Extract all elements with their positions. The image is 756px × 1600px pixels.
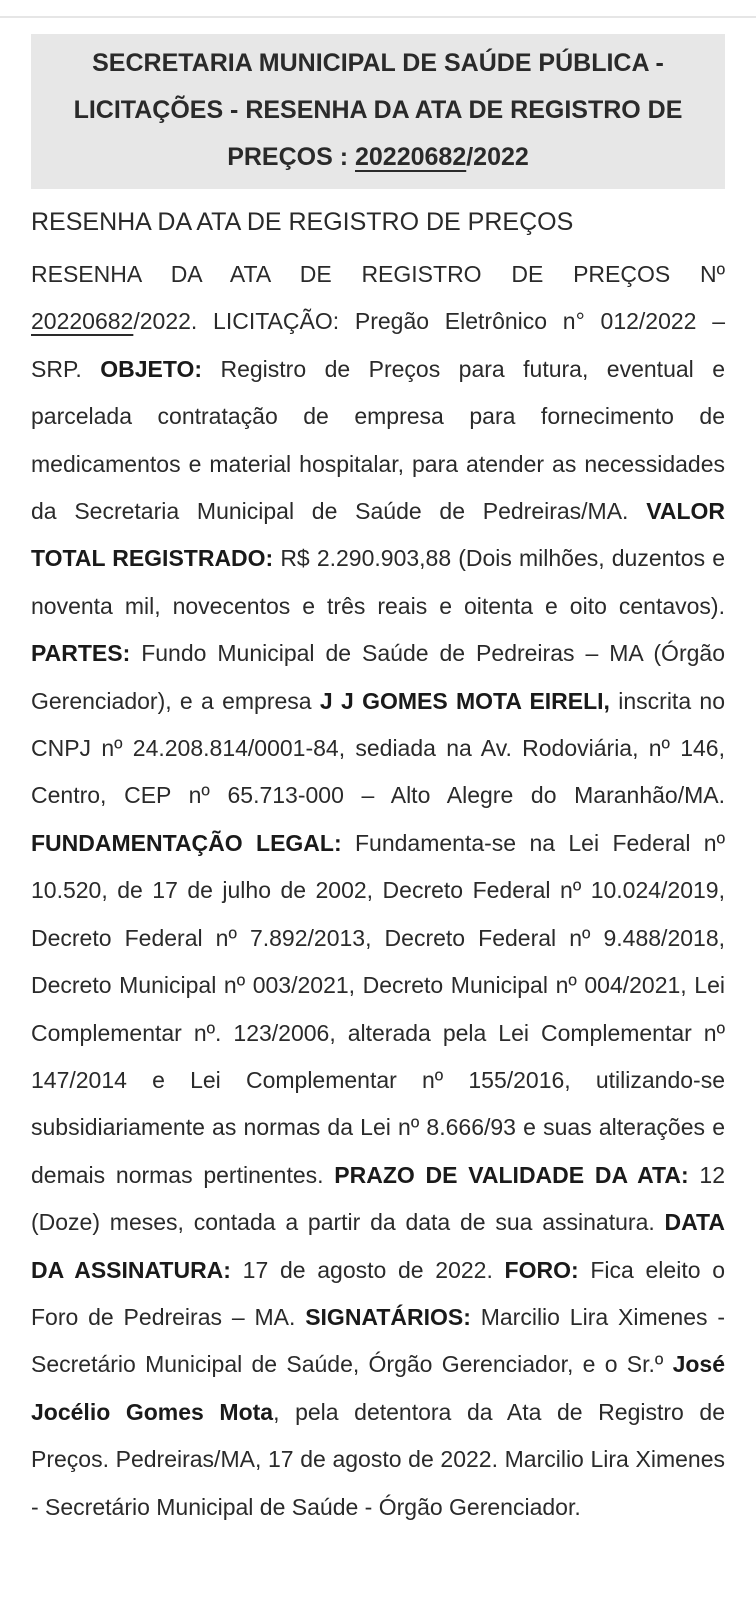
notice-article	[31, 34, 725, 1531]
label-fundamentacao: FUNDAMENTAÇÃO LEGAL:	[31, 829, 342, 856]
label-prazo: PRAZO DE VALIDADE DA ATA:	[334, 1161, 689, 1188]
title-ata-number: 20220682	[355, 143, 467, 171]
title-year: /2022	[466, 143, 529, 171]
label-signatarios: SIGNATÁRIOS:	[305, 1303, 471, 1330]
body-objeto: Registro de Preços para futura, eventual e parcelada contratação de empresa para fornecimento de medicamentos e material hospitalar, para atender as necessidades da Secretaria Municipal de Saúde de Pedreiras/MA.	[31, 355, 726, 525]
title-text: SECRETARIA MUNICIPAL DE SAÚDE PÚBLICA - LICITAÇÕES - RESENHA DA ATA DE REGISTRO DE PREÇOS :	[73, 49, 683, 171]
body-fundamentacao: Fundamenta-se na Lei Federal nº 10.520, de 17 de julho de 2002, Decreto Federal nº 10.024/2019, Decreto Federal nº 7.892/2013, Decreto Federal nº 9.488/2018, Decreto Municipal nº 003/2021, Decreto Municipal nº 004/2021, Lei Complementar nº. 123/2006, alterada pela Lei Complementar nº 147/2014 e Lei Complementar nº 155/2016, utilizando-se subsidiariamente as normas da Lei nº 8.666/93 e suas alterações e demais normas pertinentes.	[31, 829, 725, 1188]
body-prazo: 12 (Doze) meses, contada a partir da data de sua assinatura.	[31, 1161, 725, 1236]
notice-subtitle: RESENHA DA ATA DE REGISTRO DE PREÇOS	[31, 208, 574, 236]
top-divider	[0, 16, 756, 18]
notice-body	[31, 251, 725, 1531]
body-intro: RESENHA DA ATA DE REGISTRO DE PREÇOS Nº	[31, 261, 725, 287]
signer-name: José Jocélio Gomes Mota	[31, 1351, 725, 1425]
label-objeto: OBJETO:	[100, 355, 203, 382]
body-foro: Fica eleito o Foro de Pedreiras – MA.	[31, 1256, 725, 1330]
body-data: 17 de agosto de 2022.	[230, 1256, 505, 1283]
label-partes: PARTES:	[31, 640, 131, 667]
body-ata-number: 20220682	[31, 308, 134, 335]
body-valor: R$ 2.290.903,88 (Dois milhões, duzentos e noventa mil, novecentos e três reais e oitenta e oito centavos).	[31, 545, 725, 619]
body-signatarios: Marcilio Lira Ximenes - Secretário Municipal de Saúde, Órgão Gerenciador, e o Sr.º	[31, 1303, 725, 1378]
company-name: J J GOMES MOTA EIRELI,	[319, 687, 610, 714]
body-company-details: inscrita no CNPJ nº 24.208.814/0001-84, sediada na Av. Rodoviária, nº 146, Centro, CEP nº 65.713-000 – Alto Alegre do Maranhão/MA.	[31, 687, 725, 809]
label-valor: VALOR TOTAL REGISTRADO:	[31, 498, 725, 572]
label-data: DATA DA ASSINATURA:	[31, 1209, 725, 1283]
body-licitacao: /2022. LICITAÇÃO: Pregão Eletrônico n° 012/2022 – SRP.	[31, 308, 725, 382]
body-closing: , pela detentora da Ata de Registro de Preços. Pedreiras/MA, 17 de agosto de 2022. Marcilio Lira Ximenes - Secretário Municipal de Saúde - Órgão Gerenciador.	[31, 1398, 725, 1520]
label-foro: FORO:	[504, 1256, 579, 1283]
notice-title	[31, 34, 725, 189]
body-partes: Fundo Municipal de Saúde de Pedreiras – MA (Órgão Gerenciador), e a empresa	[31, 640, 725, 714]
